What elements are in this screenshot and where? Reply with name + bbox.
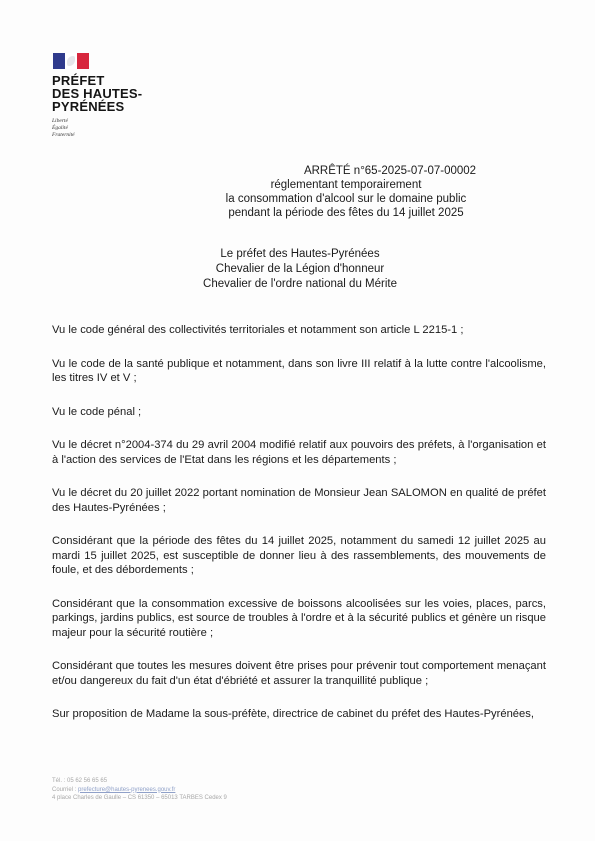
marianne-flag-icon (53, 53, 89, 69)
prefecture-logo (52, 53, 172, 139)
decree-subject-line3: pendant la période des fêtes du 14 juillet 2025 (228, 207, 464, 219)
considerant-paragraph: Considérant que toutes les mesures doivent être prises pour prévenir tout comportement menaçant et/ou dangereux du fait d'un état d'ébriété et assurer la tranquillité publique ; (52, 660, 546, 687)
motto-egalite: Égalité (52, 125, 68, 131)
footer-email-line (52, 786, 227, 795)
considerant-paragraph: Considérant que la période des fêtes du 14 juillet 2025, notamment du samedi 12 juillet 2025 au mardi 15 juillet 2025, est susceptible de donner lieu à des rassemblements, des mouvements de foule, et des débordements ; (52, 535, 546, 576)
issuing-authority (150, 247, 450, 292)
motto-liberte: Liberté (52, 118, 68, 124)
authority-line2: Chevalier de la Légion d'honneur (215, 263, 385, 275)
footer-email-link[interactable]: prefecture@hautes-pyrenees.gouv.fr (78, 786, 176, 793)
visa-paragraph: Vu le code de la santé publique et notamment, dans son livre III relatif à la lutte contre l'alcoolisme, les titres IV et V ; (52, 357, 546, 384)
visa-paragraph: Vu le décret du 20 juillet 2022 portant nomination de Monsieur Jean SALOMON en qualité de préfet des Hautes-Pyrénées ; (52, 487, 546, 514)
republic-motto (52, 118, 172, 139)
decree-subject-line2: la consommation d'alcool sur le domaine public (225, 193, 467, 205)
visa-paragraph: Vu le code pénal ; (52, 405, 142, 418)
considerant-paragraph: Considérant que la consommation excessive de boissons alcoolisées sur les voies, places, parcs, parkings, jardins publics, est source de troubles à l'ordre et à la sécurité publics et génère un risque majeur pour la sécurité routière ; (52, 597, 546, 639)
authority-line1: Le préfet des Hautes-Pyrénées (220, 248, 380, 260)
contact-footer (52, 777, 227, 803)
decree-subject-line1: réglementant temporairement (270, 179, 422, 191)
proposal-paragraph: Sur proposition de Madame la sous-préfète, directrice de cabinet du préfet des Hautes-Pyrénées, (52, 708, 534, 720)
authority-line3: Chevalier de l'ordre national du Mérite (203, 278, 397, 290)
footer-email-label: Courriel : (52, 786, 79, 793)
footer-address: 4 place Charles de Gaulle – CS 61350 – 65013 TARBES Cedex 9 (52, 795, 227, 801)
visa-paragraph: Vu le code général des collectivités territoriales et notamment son article L 2215-1 ; (52, 324, 464, 336)
footer-phone: Tél. : 05 62 56 65 65 (52, 778, 108, 784)
decree-number: ARRÊTÉ n°65-2025-07-07-00002 (303, 165, 477, 177)
visa-paragraph: Vu le décret n°2004-374 du 29 avril 2004 modifié relatif aux pouvoirs des préfets, à l'organisation et à l'action des services de l'Etat dans les régions et les départements ; (52, 439, 546, 466)
prefecture-name: PRÉFET DES HAUTES- PYRÉNÉES (52, 73, 143, 114)
motto-fraternite: Fraternité (52, 132, 75, 138)
decree-body (52, 323, 546, 741)
decree-title (120, 164, 540, 220)
